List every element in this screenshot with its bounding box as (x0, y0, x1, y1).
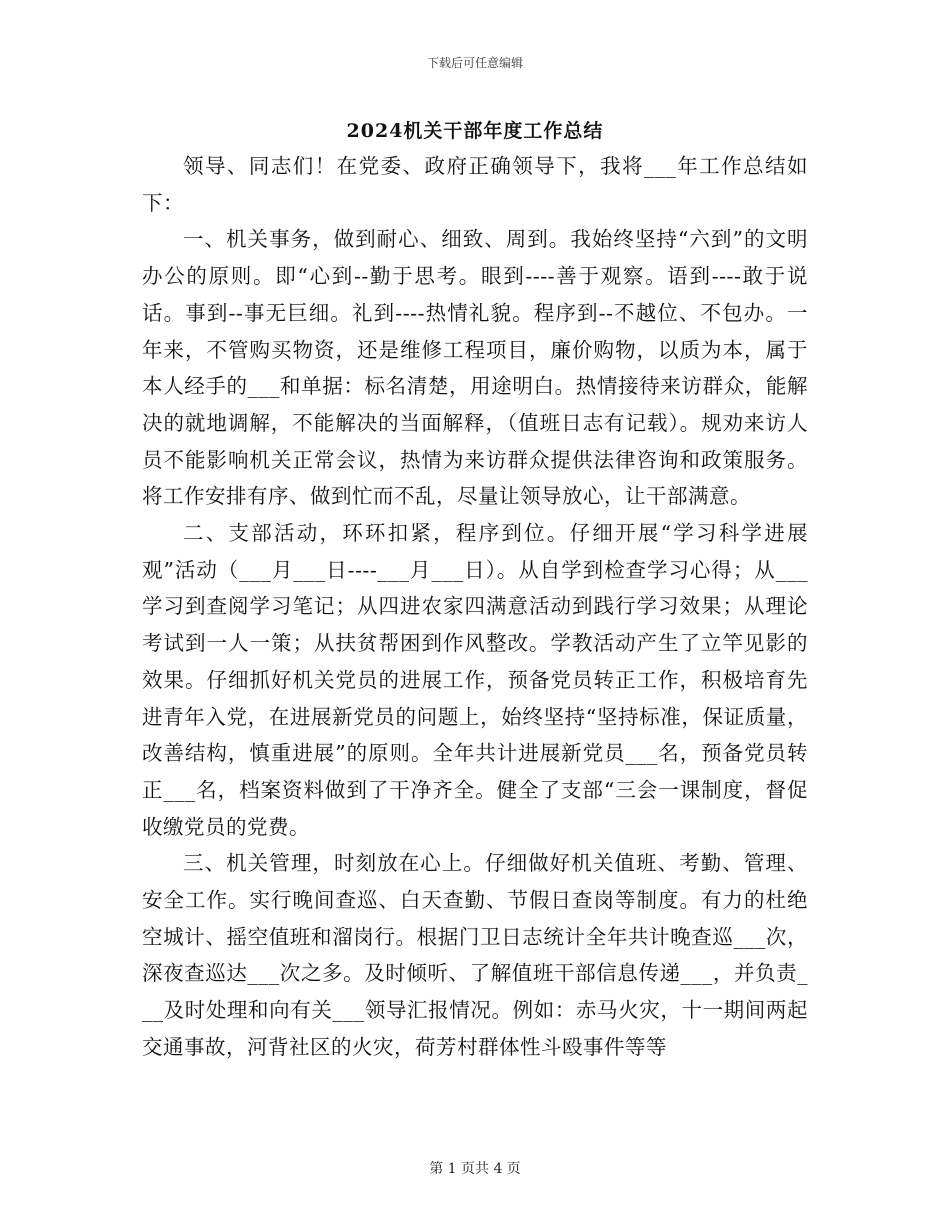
page-header-note: 下载后可任意编辑 (426, 56, 523, 70)
paragraph-section-1: 一、机关事务，做到耐心、细致、周到。我始终坚持“六到”的文明办公的原则。即“心到--勤于思考。眼到----善于观察。语到----敢于说话。事到--事无巨细。礼到----热情礼貌。程序到--不越位、不包办。一年来，不管购买物资，还是维修工程项目，廉价购物，以质为本，属于本人经手的___和单据：标名清楚，用途明白。热情接待来访群众，能解决的就地调解，不能解决的当面解释，（值班日志有记载）。规劝来访人员不能影响机关正常会议，热情为来访群众提供法律咨询和政策服务。将工作安排有序、做到忙而不乱，尽量让领导放心，让干部满意。 (142, 227, 808, 509)
page-number-footer: 第 1 页共 4 页 (429, 1161, 521, 1177)
paragraph-section-3: 三、机关管理，时刻放在心上。仔细做好机关值班、考勤、管理、安全工作。实行晚间查巡、白天查勤、节假日查岗等制度。有力的杜绝空城计、摇空值班和溜岗行。根据门卫日志统计全年共计晚查巡___次，深夜查巡达___次之多。及时倾听、了解值班干部信息传递___，并负责___及时处理和向有关___领导汇报情况。例如：赤马火灾，十一期间两起交通事故，河背社区的火灾，荷芳村群体性斗殴事件等等 (142, 851, 808, 1059)
document-title: 2024机关干部年度工作总结 (346, 120, 604, 142)
paragraph-intro: 领导、同志们！在党委、政府正确领导下，我将___年工作总结如下： (142, 154, 808, 215)
document-body (142, 148, 808, 1066)
paragraph-section-2: 二、支部活动，环环扣紧，程序到位。仔细开展“学习科学进展观”活动（___月___日----___月___日）。从自学到检查学习心得；从___学习到查阅学习笔记；从四进农家四满意活动到践行学习效果；从理论考试到一人一策；从扶贫帮困到作风整改。学教活动产生了立竿见影的效果。仔细抓好机关党员的进展工作，预备党员转正工作，积极培育先进青年入党，在进展新党员的问题上，始终坚持“坚持标准，保证质量，改善结构，慎重进展”的原则。全年共计进展新党员___名，预备党员转正___名，档案资料做到了干净齐全。健全了支部“三会一课制度，督促收缴党员的党费。 (142, 521, 808, 839)
